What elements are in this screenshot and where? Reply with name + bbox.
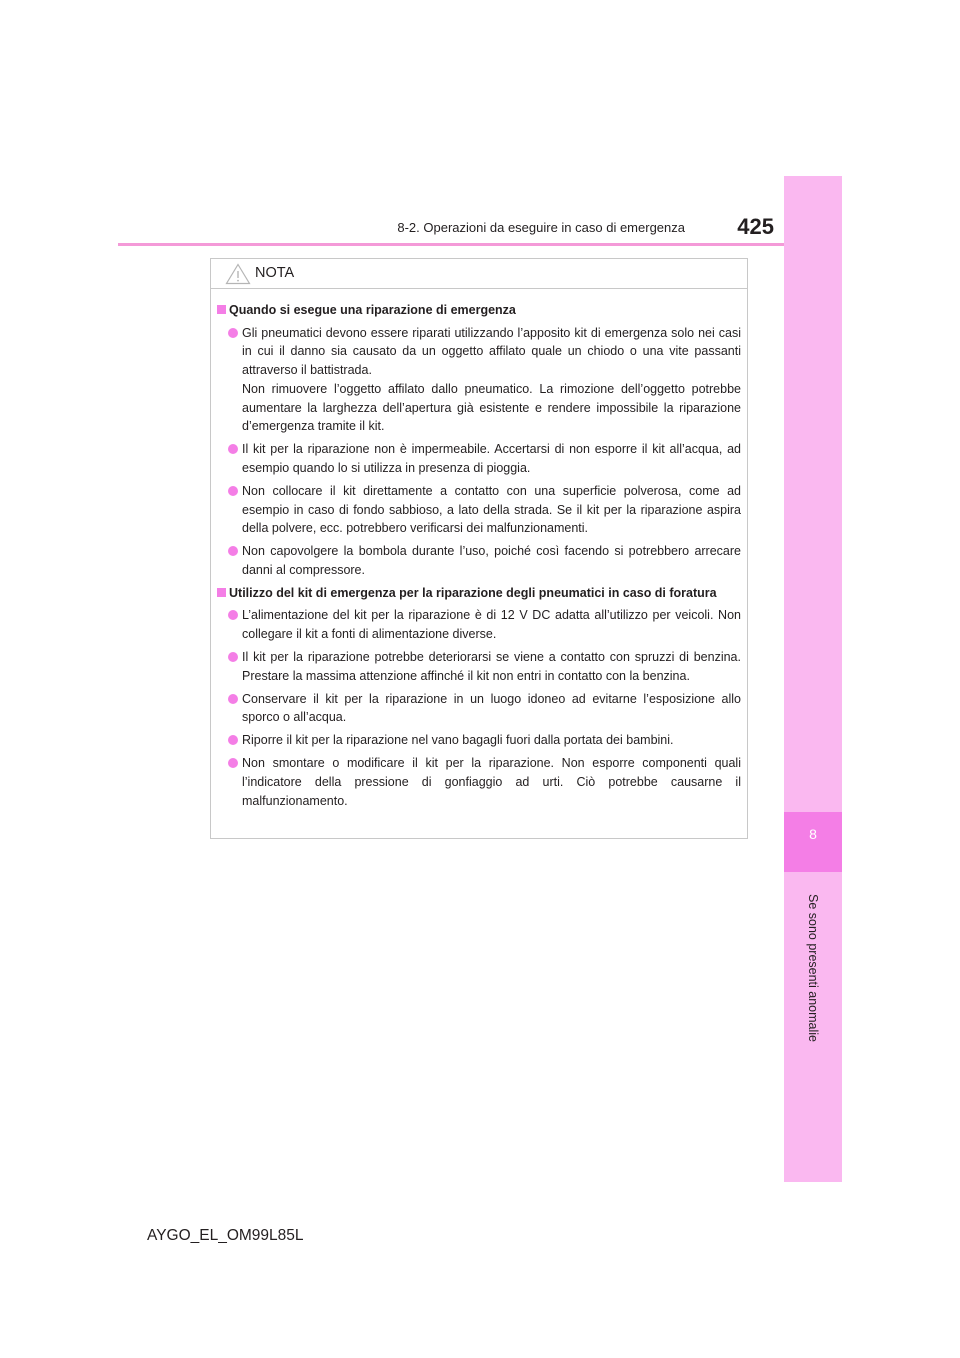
bullet-item [217, 648, 741, 686]
circle-bullet-icon [228, 610, 238, 620]
circle-bullet-icon [228, 694, 238, 704]
bullet-item [217, 440, 741, 478]
section-heading-text: Utilizzo del kit di emergenza per la riparazione degli pneumatici in caso di foratura [229, 585, 717, 600]
section-heading-text: Quando si esegue una riparazione di emergenza [229, 303, 516, 317]
header-divider [118, 243, 842, 246]
circle-bullet-icon [228, 758, 238, 768]
notice-title: NOTA [255, 265, 295, 281]
section-heading-item [217, 584, 741, 603]
section-heading: 8-2. Operazioni da eseguire in caso di emergenza [397, 220, 685, 235]
section-heading-item [217, 301, 741, 320]
circle-bullet-icon [228, 652, 238, 662]
bullet-paragraph: Non smontare o modificare il kit per la riparazione. Non esporre componenti quali l’indicatore della pressione di gonfiaggio ad urti. Ciò potrebbe causarne il malfunzionamento. [242, 755, 741, 808]
circle-bullet-icon [228, 486, 238, 496]
bullet-paragraph: Il kit per la riparazione non è impermeabile. Accertarsi di non esporre il kit all’acqua, ad esempio quando lo si utilizza in presenza di pioggia. [242, 442, 741, 476]
notice-header [211, 259, 747, 289]
square-bullet-icon [217, 305, 226, 314]
bullet-item [217, 754, 741, 810]
chapter-number-box [784, 812, 842, 872]
bullet-item [217, 731, 741, 750]
bullet-item [217, 324, 741, 437]
chapter-label: Se sono presenti anomalie [806, 893, 820, 1043]
warning-triangle-icon [225, 263, 251, 285]
chapter-number: 8 [809, 826, 817, 842]
bullet-paragraph: Conservare il kit per la riparazione in un luogo idoneo ad evitarne l’esposizione allo sporco o all’acqua. [242, 691, 741, 725]
bullet-paragraph: Non capovolgere la bombola durante l’uso, poiché così facendo si potrebbero arrecare danni al compressore. [242, 544, 741, 578]
document-code: AYGO_EL_OM99L85L [147, 1227, 304, 1244]
square-bullet-icon [217, 588, 226, 597]
bullet-item [217, 606, 741, 644]
bullet-paragraph: Il kit per la riparazione potrebbe deteriorarsi se viene a contatto con spruzzi di benzina. Prestare la massima attenzione affinché il kit non entri in contatto con la benzina. [242, 649, 741, 683]
notice-box [210, 258, 748, 839]
circle-bullet-icon [228, 328, 238, 338]
notice-body [211, 289, 747, 810]
bullet-paragraph: L’alimentazione del kit per la riparazione è di 12 V DC adatta all’utilizzo per veicoli. Non collegare il kit a fonti di alimentazione diverse. [242, 608, 741, 642]
bullet-paragraph: Non rimuovere l’oggetto affilato dallo pneumatico. La rimozione dell’oggetto potrebbe aumentare la larghezza dell’apertura già esistente e rendere impossibile la riparazione d’emergenza tramite il kit. [242, 381, 741, 434]
circle-bullet-icon [228, 735, 238, 745]
bullet-paragraph: Riporre il kit per la riparazione nel vano bagagli fuori dalla portata dei bambini. [242, 733, 674, 748]
bullet-item [217, 482, 741, 538]
page-number: 425 [737, 214, 774, 239]
bullet-paragraph: Gli pneumatici devono essere riparati utilizzando l’apposito kit di emergenza solo nei casi in cui il danno sia causato da un oggetto affilato quale un chiodo o una vite passanti attraverso il battistrada. [242, 325, 741, 378]
bullet-item [217, 542, 741, 580]
bullet-item [217, 690, 741, 728]
circle-bullet-icon [228, 444, 238, 454]
circle-bullet-icon [228, 546, 238, 556]
bullet-paragraph: Non collocare il kit direttamente a contatto con una superficie polverosa, come ad esempio in caso di fondo sabbioso, a lato della strada. Se il kit per la riparazione aspira della polvere, ecc. potrebbero verificarsi dei malfunzionamenti. [242, 483, 741, 536]
